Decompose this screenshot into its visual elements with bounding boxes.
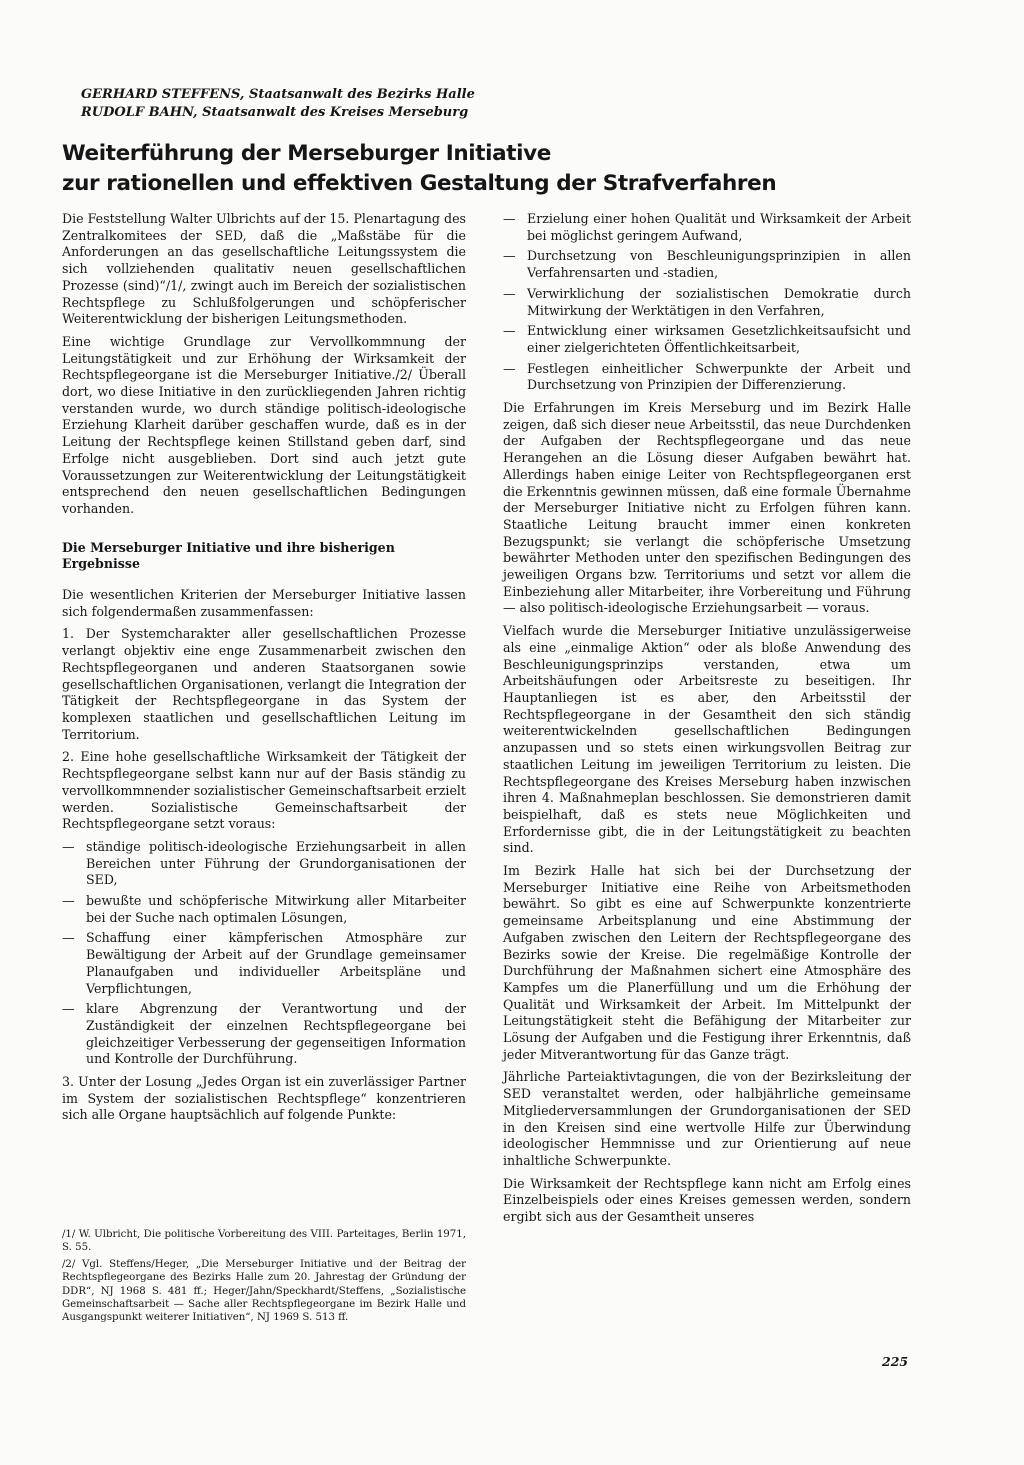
dash-list — [503, 211, 911, 394]
footnote: /2/ Vgl. Steffens/Heger, „Die Merseburger Initiative und der Beitrag der Rechtspflegeorgane des Bezirks Halle zum 20. Jahrestag der Gründung der DDR“, NJ 1968 S. 481 ff.; Heger/Jahn/Speckhardt/Steffens, „Sozialistische Gemeinschaftsarbeit — Sache aller Rechtspflegeorgane im Bezirk Halle und Ausgangspunkt weiterer Initiativen“, NJ 1969 S. 513 ff. — [62, 1258, 466, 1324]
footnote: /1/ W. Ulbricht, Die politische Vorbereitung des VIII. Parteitages, Berlin 1971, S. 55. — [62, 1229, 466, 1254]
left-column — [62, 211, 466, 1130]
author-line: RUDOLF BAHN, Staatsanwalt des Kreises Merseburg — [81, 105, 469, 120]
list-item: — Festlegen einheitlicher Schwerpunkte der Arbeit und Durchsetzung von Prinzipien der Differenzierung. — [503, 361, 911, 394]
dash-list — [62, 839, 466, 1068]
paragraph: Die Feststellung Walter Ulbrichts auf der 15. Plenartagung des Zentralkomitees der SED, daß die „Maßstäbe für die Anforderungen an das gesellschaftliche Leitungssystem die sich vollziehenden qualitativ neuen gesellschaftlichen Prozesse (sind)“/1/, zwingt auch im Bereich der sozialistischen Rechtspflege zu Schlußfolgerungen und schöpferischer Weiterentwicklung der bisherigen Leitungsmethoden. — [62, 211, 466, 327]
paragraph: 3. Unter der Losung „Jedes Organ ist ein zuverlässiger Partner im System der sozialistischen Rechtspflege“ konzentrieren sich alle Organe hauptsächlich auf folgende Punkte: — [62, 1074, 466, 1123]
list-item: — klare Abgrenzung der Verantwortung und der Zuständigkeit der einzelnen Rechtspflegeorgane bei gleichzeitiger Verbesserung der gegenseitigen Information und Kontrolle der Durchführung. — [62, 1001, 466, 1068]
article-title-line: zur rationellen und effektiven Gestaltung der Strafverfahren — [62, 171, 777, 196]
section-heading: Die Merseburger Initiative und ihre bisherigen Ergebnisse — [62, 539, 395, 572]
paragraph: 2. Eine hohe gesellschaftliche Wirksamkeit der Tätigkeit der Rechtspflegeorgane selbst kann nur auf der Basis ständig zu vervollkommnender sozialistischer Gemeinschaftsarbeit erzielt werden. Sozialistische Gemeinschaftsarbeit der Rechtspflegeorgane setzt voraus: — [62, 749, 466, 832]
list-item: — ständige politisch-ideologische Erziehungsarbeit in allen Bereichen unter Führung der Grundorganisationen der SED, — [62, 839, 466, 889]
paragraph: Im Bezirk Halle hat sich bei der Durchsetzung der Merseburger Initiative eine Reihe von Arbeitsmethoden bewährt. So gibt es eine auf Schwerpunkte konzentrierte gemeinsame Arbeitsplanung und eine Abstimmung der Aufgaben zwischen den Leitern der Rechtspflegeorgane des Bezirks sowie der Kreise. Die regelmäßige Kontrolle der Durchführung der Maßnahmen sichert eine Atmosphäre des Kampfes um die Planerfüllung und um die Erhöhung der Qualität und Wirksamkeit der Arbeit. Im Mittelpunkt der Leitungstätigkeit steht die Befähigung der Mitarbeiter zur Lösung der Aufgaben und die Festigung ihrer Erkenntnis, daß jeder Mitverantwortung für das Ganze trägt. — [503, 863, 911, 1062]
paragraph: Die wesentlichen Kriterien der Merseburger Initiative lassen sich folgendermaßen zusammenfassen: — [62, 587, 466, 619]
paragraph: Die Erfahrungen im Kreis Merseburg und im Bezirk Halle zeigen, daß sich dieser neue Arbeitsstil, das neue Durchdenken der Aufgaben der Rechtspflegeorgane und das neue Herangehen an die Lösung dieser Aufgaben bewährt hat. Allerdings haben einige Leiter von Rechtspflegeorganen erst die Erkenntnis gewinnen müssen, daß eine formale Übernahme der Merseburger Initiative nicht zu Erfolgen führen kann. Staatliche Leitung braucht immer einen konkreten Bezugspunkt; sie verlangt die schöpferische Umsetzung bewährter Methoden unter den spezifischen Bedingungen des jeweiligen Organs bzw. Territoriums und setzt vor allem die Einbeziehung aller Mitarbeiter, ihre Vorbereitung und Führung — also politisch-ideologische Erziehungsarbeit — voraus. — [503, 400, 911, 616]
list-item: — Erzielung einer hohen Qualität und Wirksamkeit der Arbeit bei möglichst geringem Aufwand, — [503, 211, 911, 244]
paragraph: 1. Der Systemcharakter aller gesellschaftlichen Prozesse verlangt objektiv eine enge Zusammenarbeit zwischen den Rechtspflegeorganen und anderen Staatsorganen sowie gesellschaftlichen Organisationen, verlangt die Integration der Tätigkeit der Rechtspflegeorgane in das System der komplexen staatlichen und gesellschaftlichen Leitung im Territorium. — [62, 626, 466, 742]
paragraph: Jährliche Parteiaktivtagungen, die von der Bezirksleitung der SED veranstaltet werden, oder halbjährliche gemeinsame Mitgliederversammlungen der Grundorganisationen der SED in den Kreisen sind eine wertvolle Hilfe zur Überwindung ideologischer Hemmnisse und zur Orientierung auf neue inhaltliche Schwerpunkte. — [503, 1069, 911, 1168]
author-line: GERHARD STEFFENS, Staatsanwalt des Bezirks Halle — [81, 87, 475, 102]
author-byline — [81, 86, 475, 122]
paragraph: Eine wichtige Grundlage zur Vervollkommnung der Leitungstätigkeit und zur Erhöhung der Wirksamkeit der Rechtspflegeorgane ist die Merseburger Initiative./2/ Überall dort, wo diese Initiative in den zurückliegenden Jahren richtig verstanden wurde, wo durch ständige politisch-ideologische Erziehung Klarheit darüber geschaffen wurde, daß es in der Leitung der Rechtspflege keinen Stillstand geben darf, sind Erfolge nicht ausgeblieben. Dort sind auch jetzt gute Voraussetzungen zur Weiterentwicklung der Leitungstätigkeit entsprechend den neuen gesellschaftlichen Bedingungen vorhanden. — [62, 333, 466, 516]
list-item: — Entwicklung einer wirksamen Gesetzlichkeitsaufsicht und einer zielgerichteten Öffentlichkeitsarbeit, — [503, 323, 911, 356]
list-item: — Durchsetzung von Beschleunigungsprinzipien in allen Verfahrensarten und -stadien, — [503, 248, 911, 281]
list-item: — bewußte und schöpferische Mitwirkung aller Mitarbeiter bei der Suche nach optimalen Lösungen, — [62, 893, 466, 926]
article-title — [62, 139, 962, 199]
page-number: 225 — [882, 1354, 909, 1369]
right-column — [503, 211, 911, 1232]
paragraph: Vielfach wurde die Merseburger Initiative unzulässigerweise als eine „einmalige Aktion“ oder als bloße Anwendung des Beschleunigungsprinzips verstanden, etwa um Arbeitshäufungen oder Arbeitsreste zu beseitigen. Ihr Hauptanliegen ist es aber, den Arbeitsstil der Rechtspflegeorgane in der Gesamtheit den sich ständig weiterentwickelnden gesellschaftlichen Bedingungen anzupassen und so stets einen wirkungsvollen Beitrag zur staatlichen Leitung im jeweiligen Territorium zu leisten. Die Rechtspflegeorgane des Kreises Merseburg haben inzwischen ihren 4. Maßnahmeplan beschlossen. Sie demonstrieren damit beispielhaft, daß es stets neue Möglichkeiten und Erfordernisse gibt, die in der Leitungstätigkeit zu beachten sind. — [503, 623, 911, 856]
paragraph: Die Wirksamkeit der Rechtspflege kann nicht am Erfolg eines Einzelbeispiels oder eines Kreises gemessen werden, sondern ergibt sich aus der Gesamtheit unseres — [503, 1175, 911, 1225]
article-title-line: Weiterführung der Merseburger Initiative — [62, 141, 551, 166]
footnotes — [62, 1228, 466, 1328]
list-item: — Schaffung einer kämpferischen Atmosphäre zur Bewältigung der Arbeit auf der Grundlage gemeinsamer Planaufgaben und individueller Arbeitspläne und Verpflichtungen, — [62, 930, 466, 997]
list-item: — Verwirklichung der sozialistischen Demokratie durch Mitwirkung der Werktätigen in den Verfahren, — [503, 286, 911, 319]
